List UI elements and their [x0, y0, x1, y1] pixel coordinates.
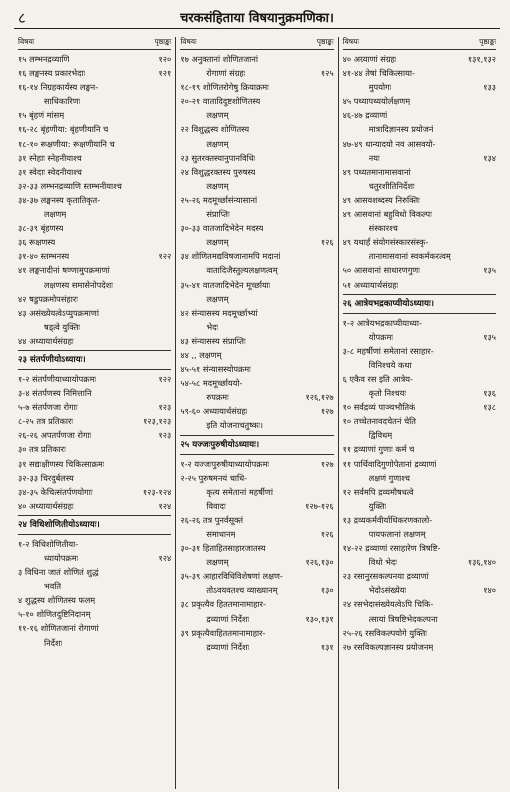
index-entry — [343, 263, 496, 277]
entry-topic: ४३ संन्यासस्य संप्राप्तिः — [180, 335, 246, 346]
index-column-2 — [175, 37, 337, 789]
entry-topic: लक्षणम् — [206, 180, 229, 191]
entry-page: १३५ — [483, 265, 496, 276]
index-entry — [18, 151, 171, 165]
entry-topic: भेदः — [206, 321, 219, 332]
index-entry — [343, 179, 496, 193]
index-entry — [343, 344, 496, 358]
index-entry — [343, 499, 496, 513]
index-entry — [18, 386, 171, 400]
index-entry — [180, 597, 333, 611]
entry-topic: संप्राप्तिः — [206, 209, 230, 220]
entry-page: १२२ — [158, 251, 172, 262]
index-entry — [180, 513, 333, 527]
entry-topic: त्सायां त्रिषष्टिभेदकल्पना — [368, 613, 438, 624]
index-entry — [180, 583, 333, 597]
entry-topic: १० तच्चेतनावदचेतनं चेति — [342, 416, 416, 427]
entry-topic: ३९ प्रकृत्यैवाहिततमानामाहार- — [180, 627, 266, 638]
entry-topic: लक्षणम् — [206, 293, 229, 304]
index-entry — [180, 207, 333, 221]
entry-topic: लक्षणं गुणाश्च — [368, 472, 410, 483]
index-entry — [343, 235, 496, 249]
index-entry — [18, 565, 171, 579]
entry-topic: ३६ रूक्षणस्य — [18, 237, 56, 248]
index-entry — [18, 165, 171, 179]
entry-topic: ५-७ संतर्पणजा रोगाः — [18, 402, 78, 413]
topic-heading: विषयः — [18, 37, 35, 46]
index-entry — [343, 108, 496, 122]
index-entry — [343, 249, 496, 263]
index-entry — [343, 640, 496, 654]
index-entry — [343, 358, 496, 372]
entry-topic: ५१ अध्यायार्थसंग्रहः — [342, 279, 399, 290]
entry-topic: ११-१६ शोणितजानां रोगाणां — [18, 623, 99, 634]
entry-topic: ११ द्रव्याणां गुणाः कर्म च — [342, 444, 415, 455]
entry-page: १३१ — [320, 641, 334, 652]
index-entry — [180, 626, 333, 640]
index-entry — [343, 569, 496, 583]
entry-topic: ४४ ,, लक्षणम् — [180, 349, 222, 360]
index-entry — [180, 569, 333, 583]
index-entry — [18, 122, 171, 136]
entry-topic: चतुरशीतिनिर्देशः — [368, 180, 415, 191]
entry-topic: ध्यायोपक्रमः — [44, 553, 79, 563]
entry-topic: ४१ लङ्घनादीनां षण्णामुपक्रमाणां — [18, 265, 110, 276]
entry-topic: ४९ आसवशब्दस्य निरुक्तिः — [342, 194, 420, 205]
entry-page: १२७ — [320, 458, 334, 469]
index-entry — [18, 471, 171, 485]
entry-page: १२६,१३० — [305, 557, 334, 568]
entry-topic: वातादिजैस्तुल्यलक्षणत्वम् — [206, 265, 278, 276]
entry-page: १२४ — [158, 500, 172, 511]
entry-topic: २४ रसभेदासंख्येयत्वेऽपि चिकि- — [342, 599, 434, 610]
entry-topic: १० सर्वद्रव्यं पाञ्चभौतिकं — [342, 402, 416, 413]
index-entry — [180, 640, 333, 654]
entry-topic: १६-२८ बृंहणीया: बृंहणीयानि च — [18, 124, 109, 135]
index-entry — [18, 193, 171, 207]
entry-topic: २२ विशुद्धस्य शोणितस्य — [180, 124, 250, 135]
index-entry — [343, 207, 496, 221]
index-entry — [343, 527, 496, 541]
entry-topic: २५-२६ मदमूर्च्छासंन्यासानां — [180, 194, 258, 205]
index-entry — [180, 122, 333, 136]
entry-topic: ६ एकैव रस इति आत्रेय- — [342, 373, 413, 384]
index-entry — [343, 52, 496, 66]
index-entry — [343, 278, 496, 292]
entry-topic: १-२ संतर्पणीयाध्यायोपक्रमः — [18, 373, 97, 384]
index-entry — [18, 221, 171, 235]
index-entry — [180, 541, 333, 555]
page-header — [14, 6, 500, 29]
entry-topic: युक्तिः — [368, 500, 387, 511]
index-entry — [180, 108, 333, 122]
entry-topic: लक्षणम् — [44, 209, 67, 220]
index-entry — [180, 235, 333, 249]
index-entry — [180, 66, 333, 80]
index-entry — [343, 612, 496, 626]
index-entry — [180, 555, 333, 569]
index-columns — [14, 37, 500, 789]
index-entry — [18, 372, 171, 386]
entry-topic: कृतो निश्चयः — [368, 388, 407, 399]
index-entry — [180, 193, 333, 207]
entry-topic: भवति — [44, 581, 62, 592]
entry-topic: ४० अग्र्याणां संग्रहः — [342, 54, 397, 64]
entry-page: १२६ — [320, 529, 334, 539]
index-entry — [18, 621, 171, 635]
entry-page: १२५ — [320, 68, 334, 79]
entry-topic: ३८-३९ बृंहणस्य — [18, 223, 64, 234]
entry-page: १३८ — [483, 402, 496, 413]
entry-topic: समाधानम् — [206, 529, 236, 539]
index-entry — [343, 316, 496, 330]
page-heading: पृष्ठाङ्कः — [479, 37, 496, 46]
index-entry — [343, 80, 496, 94]
entry-topic: १३ द्रव्यकर्मवीर्याधिकरणकालो- — [342, 514, 433, 525]
entry-topic: २-२५ पुरुषमनयं चाधि- — [180, 472, 248, 483]
index-entry — [18, 263, 171, 277]
entry-topic: १७ अनुक्तानां शोणितजानां — [180, 54, 258, 64]
entry-page: १२७ — [320, 406, 334, 417]
chapter-heading: २६ आत्रेयभद्रकाप्यीयोऽध्यायः। — [343, 294, 496, 314]
entry-topic: मात्रादिज्ञानस्य प्रयोजनं — [368, 124, 434, 135]
entry-page: १३१,१३२ — [467, 54, 496, 64]
index-entry — [180, 390, 333, 404]
index-entry — [18, 551, 171, 565]
entry-topic: १-२ यज्जःपुरुषीयाध्यायोपक्रमः — [180, 458, 270, 469]
entry-topic: ४ शुद्धस्य शोणितस्य फलम् — [18, 595, 96, 606]
entry-topic: ३ विधिना जातं शोणितं शुद्धं — [18, 567, 99, 578]
entry-topic: १८-१९ शोणितरोगेषु क्रियाक्रमः — [180, 82, 269, 93]
index-entry — [343, 471, 496, 485]
entry-topic: ३४-३७ लङ्घनस्य कृतातिकृत- — [18, 194, 101, 205]
entry-topic: ३८ प्रकृत्यैव हिततमानामाहार- — [180, 599, 266, 610]
index-entry — [18, 207, 171, 221]
entry-topic: १८-१० रूक्षणीया: रूक्षणीयानि च — [18, 138, 115, 149]
index-entry — [180, 348, 333, 362]
index-entry — [18, 179, 171, 193]
chapter-heading: २४ विधिशोणितीयोऽध्यायः। — [18, 515, 171, 535]
index-entry — [180, 52, 333, 66]
entry-topic: नयः — [368, 152, 380, 163]
entry-page: १२७-१२६ — [305, 500, 334, 511]
entry-topic: ५-१० शोणितदुष्टिनिदानम् — [18, 609, 91, 620]
index-entry — [343, 330, 496, 344]
entry-topic: २०-२१ वातादिदुष्टशोणितस्य — [180, 96, 261, 107]
entry-topic: ११ पार्थिवादिगुणोपेतानां द्रव्याणां — [342, 458, 437, 469]
page-heading: पृष्ठाङ्कः — [316, 37, 334, 46]
index-entry — [18, 607, 171, 621]
entry-topic: ४१-४४ तेषां चिकित्साया- — [342, 68, 415, 79]
entry-topic: तोऽवयवतश्च व्याख्यानम् — [206, 585, 278, 596]
entry-page: १२६,१२७ — [305, 392, 334, 403]
index-entry — [18, 579, 171, 593]
index-entry — [18, 485, 171, 499]
index-entry — [343, 457, 496, 471]
index-entry — [343, 122, 496, 136]
index-entry — [18, 292, 171, 306]
index-entry — [180, 457, 333, 471]
index-entry — [18, 636, 171, 650]
index-entry — [18, 457, 171, 471]
entry-topic: ५४-५८ मदमूर्च्छाययो- — [180, 378, 243, 389]
index-entry — [180, 306, 333, 320]
entry-topic: लक्षणम् — [206, 237, 229, 248]
entry-page: १३०,१३१ — [305, 613, 334, 624]
column-heading-row — [18, 37, 171, 50]
index-entry — [180, 334, 333, 348]
entry-topic: ८-२५ तत्र प्रतिकारः — [18, 416, 73, 427]
entry-topic: १४-२२ द्रव्याणां रसाहारेण त्रिषष्टि- — [342, 543, 441, 554]
entry-topic: २३ सुतरक्तस्यानुपानविधिः — [180, 152, 256, 163]
column-heading-row — [343, 37, 496, 50]
index-entry — [343, 66, 496, 80]
entry-topic: षड्त्वे युक्तिः — [44, 321, 81, 332]
index-entry — [343, 414, 496, 428]
index-entry — [180, 418, 333, 432]
entry-page: १२४ — [158, 553, 172, 563]
index-entry — [180, 278, 333, 292]
entry-topic: १-२ विधिशोणितीया- — [18, 538, 79, 549]
index-entry — [180, 165, 333, 179]
entry-topic: २६-२६ अपतर्पणजा रोगाः — [18, 430, 92, 441]
entry-topic: ४६-४७ द्रव्याणां — [342, 110, 388, 121]
index-entry — [180, 179, 333, 193]
entry-topic: विवादः — [206, 500, 226, 511]
entry-topic: २३ रसानुरसकल्पनया द्रव्याणां — [342, 571, 429, 582]
topic-heading: विषयः — [342, 37, 359, 46]
index-entry — [180, 221, 333, 235]
entry-topic: १५ बृंहणं मांसम् — [18, 110, 65, 121]
entry-topic: ३-४ संतर्पणस्य निमित्तानि — [18, 388, 92, 399]
entry-topic: विनिश्चये कथा — [368, 359, 412, 370]
entry-topic: ३२-३३ चिरदुर्बलस्य — [18, 472, 74, 483]
entry-topic: द्विविधम् — [368, 430, 393, 441]
entry-page: १२० — [158, 54, 172, 64]
entry-topic: कृत्य समेतानां महर्षीणां — [206, 486, 273, 497]
index-entry — [343, 442, 496, 456]
index-entry — [343, 541, 496, 555]
index-entry — [180, 292, 333, 306]
index-entry — [18, 137, 171, 151]
entry-topic: ५० आसवानां साधारणगुणः — [342, 265, 420, 276]
entry-topic: ४९ पथ्यतमानामासवानां — [342, 166, 411, 177]
index-entry — [18, 94, 171, 108]
entry-topic: ४२ संन्यासस्य मदमूर्च्छाभ्यां — [180, 307, 258, 318]
entry-topic: ४७-४९ धान्यादयो नव आसवयो- — [342, 138, 436, 149]
entry-topic: द्रव्याणां निर्देशः — [206, 613, 250, 624]
chapter-heading: २३ संतर्पणीयोऽध्यायः। — [18, 350, 171, 370]
index-entry — [18, 499, 171, 513]
entry-topic: ४९ आसवानां बहुविधो विकल्पः — [342, 209, 432, 220]
entry-page: १२२ — [158, 373, 172, 384]
index-entry — [343, 165, 496, 179]
entry-topic: २५-२६ रसविकल्पयोगे युक्तिः — [342, 627, 427, 638]
entry-page: १२१ — [158, 68, 172, 79]
index-entry — [180, 471, 333, 485]
index-entry — [180, 499, 333, 513]
entry-topic: ३१ स्नेहाः स्नेहनीयाश्च — [18, 152, 82, 163]
entry-topic: योपक्रमः — [368, 331, 394, 342]
entry-page: १३४ — [483, 152, 496, 163]
index-entry — [343, 221, 496, 235]
index-entry — [180, 404, 333, 418]
index-entry — [18, 442, 171, 456]
entry-topic: ३२-३३ लम्भनद्रव्याणि स्तम्भनीयाश्च — [18, 180, 122, 191]
index-entry — [180, 263, 333, 277]
index-entry — [180, 80, 333, 94]
page-number: ८ — [18, 9, 26, 27]
index-entry — [343, 555, 496, 569]
entry-page: १३६ — [483, 388, 496, 399]
index-entry — [18, 428, 171, 442]
entry-page: १३३ — [483, 82, 496, 93]
index-entry — [343, 485, 496, 499]
entry-topic: भेदोऽसंख्येयः — [368, 585, 407, 596]
index-entry — [18, 66, 171, 80]
index-entry — [18, 278, 171, 292]
entry-topic: साधिकारिणः — [44, 96, 81, 107]
entry-topic: ३५-३९ आहारविधिविशेषणां लक्षण- — [180, 571, 283, 582]
entry-topic: द्रव्याणां निर्देशः — [206, 641, 250, 652]
entry-page: १३० — [320, 585, 334, 596]
index-entry — [180, 94, 333, 108]
index-entry — [18, 249, 171, 263]
index-entry — [180, 362, 333, 376]
entry-topic: १६-१४ निग्रहकार्यस्य लङ्घन- — [18, 82, 99, 93]
index-entry — [180, 249, 333, 263]
running-title: चरकसंहिताया विषयानुक्रमणिका। — [180, 11, 334, 26]
entry-topic: ४३ असंख्येयत्वेऽप्युपक्रमाणां — [18, 307, 99, 318]
entry-page: १२३ — [158, 430, 172, 441]
entry-topic: पायफलानां लक्षणम् — [368, 529, 426, 539]
entry-topic: १६ लङ्घनस्य प्रकारभेदाः — [18, 68, 86, 79]
entry-topic: ३१-४० स्तम्भनस्य — [18, 251, 70, 262]
index-entry — [18, 108, 171, 122]
index-entry — [180, 320, 333, 334]
index-entry — [343, 513, 496, 527]
entry-topic: ४४ अध्यायार्थसंग्रहः — [18, 335, 74, 346]
index-entry — [18, 334, 171, 348]
entry-topic: २६-२६ तत्र पुनर्वसूक्तं — [180, 514, 244, 525]
index-entry — [18, 593, 171, 607]
entry-topic: ३४-३५ केचित्संतर्पणयोगाः — [18, 486, 93, 497]
entry-topic: २४ विशुद्धरक्तस्य पुरुषस्य — [180, 166, 256, 177]
index-entry — [180, 527, 333, 541]
index-entry — [343, 583, 496, 597]
column-heading-row — [180, 37, 333, 50]
index-entry — [18, 235, 171, 249]
entry-topic: ४५ पथ्यापथ्ययोर्लक्षणम् — [342, 96, 411, 107]
entry-topic: विधो भेदः — [368, 557, 397, 568]
entry-page: १२३,१२३ — [143, 416, 172, 427]
index-entry — [343, 626, 496, 640]
entry-page: १२३-१२४ — [142, 486, 172, 497]
index-entry — [18, 306, 171, 320]
entry-topic: तानामासवानां स्वकर्मकरत्वम् — [368, 251, 451, 262]
entry-topic: रुपक्रमः — [206, 392, 229, 403]
entry-topic: ३०-३१ हिताहितसाहारजातस्य — [180, 543, 266, 554]
index-column-1 — [14, 37, 175, 789]
entry-topic: ३१ सद्यःक्षीणस्य चिकित्साक्रमः — [18, 458, 105, 469]
entry-topic: ३१ स्वेदाः स्वेदनीयाश्च — [18, 166, 82, 177]
entry-topic: १५ लम्भनद्रव्याणि — [18, 54, 70, 64]
entry-topic: लक्षणस्य समासेनोपदेशः — [44, 279, 113, 290]
entry-topic: १-२ आत्रेयभद्रकाप्यीयाध्या- — [342, 317, 422, 328]
entry-page: १४० — [483, 585, 496, 596]
entry-topic: ४५-५१ संन्यासस्योपक्रमः — [180, 364, 251, 375]
entry-topic: इति योजनाचतुष्कः। — [206, 420, 263, 431]
page-heading: पृष्ठाङ्कः — [154, 37, 172, 46]
index-entry — [343, 137, 496, 151]
entry-topic: ४९ यथार्हं संयोगसंस्कारसंस्कृ- — [342, 237, 429, 248]
entry-topic: ३-८ महर्षीणां समेतानां रसाहार- — [342, 345, 434, 356]
entry-page: १३५ — [483, 331, 496, 342]
index-entry — [180, 612, 333, 626]
entry-topic: १२ सर्वमपि द्रव्यमौषधत्वे — [342, 486, 414, 497]
entry-page: १२६ — [320, 237, 334, 248]
entry-topic: ४० अध्यायार्थसंग्रहः — [18, 500, 74, 511]
index-entry — [343, 372, 496, 386]
entry-topic: लक्षणम् — [206, 557, 229, 568]
entry-page: १२३ — [158, 402, 172, 413]
index-entry — [180, 485, 333, 499]
entry-topic: ४२ षडुपक्रमोपसंहारः — [18, 293, 78, 304]
index-entry — [180, 151, 333, 165]
entry-topic: रोगाणां संग्रहः — [206, 68, 246, 79]
chapter-heading: २५ यज्जःपुरुषीयोऽध्यायः। — [180, 435, 333, 455]
entry-topic: ३५-४१ वातजादिभेदेन मूर्च्छायाः — [180, 279, 271, 290]
index-entry — [18, 414, 171, 428]
entry-topic: ३०-३३ वातजादिभेदेन मदस्य — [180, 223, 264, 234]
index-entry — [343, 597, 496, 611]
index-column-3 — [338, 37, 500, 789]
index-entry — [343, 193, 496, 207]
entry-topic: संस्कारश्च — [368, 223, 398, 234]
index-entry — [343, 386, 496, 400]
entry-topic: लक्षणम् — [206, 138, 229, 149]
entry-topic: ३४ शोणितमद्यविषजानामपि मदानां — [180, 251, 281, 262]
index-entry — [343, 400, 496, 414]
index-entry — [343, 428, 496, 442]
index-entry — [18, 80, 171, 94]
index-entry — [18, 52, 171, 66]
index-entry — [18, 537, 171, 551]
index-entry — [180, 137, 333, 151]
entry-topic: निर्देशः — [44, 637, 63, 648]
index-entry — [18, 400, 171, 414]
entry-topic: ५९-६० अध्यायार्थसंग्रहः — [180, 406, 248, 417]
index-entry — [343, 151, 496, 165]
entry-topic: २७ रसविकल्पज्ञानस्य प्रयोजनम् — [342, 641, 434, 652]
topic-heading: विषयः — [180, 37, 197, 46]
index-entry — [18, 320, 171, 334]
index-entry — [180, 376, 333, 390]
entry-page: १३६,१४० — [467, 557, 496, 568]
entry-topic: ३० तत्र प्रतिकारः — [18, 444, 66, 455]
entry-topic: लक्षणम् — [206, 110, 229, 121]
entry-topic: मुपयोगः — [368, 82, 392, 93]
index-entry — [343, 94, 496, 108]
